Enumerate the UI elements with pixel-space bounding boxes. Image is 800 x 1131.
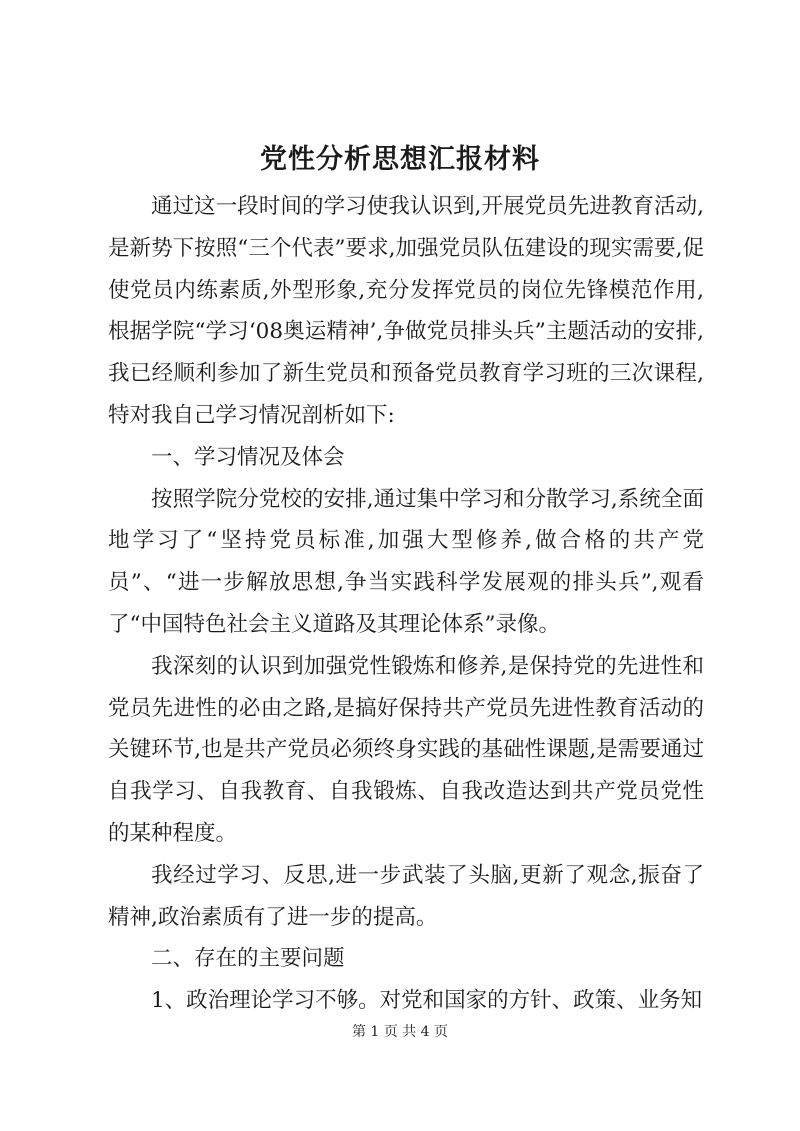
paragraph-intro: 通过这一段时间的学习使我认识到,开展党员先进教育活动,是新势下按照“三个代表”要求,加强党员队伍建设的现实需要,促使党员内练素质,外型形象,充分发挥党员的岗位先锋模范作用,根据学院“学习‘08奥运精神’,争做党员排头兵”主题活动的安排,我已经顺利参加了新生党员和预备党员教育学习班的三次课程,特对我自己学习情况剖析如下:	[108, 194, 704, 428]
section-heading-1: 一、学习情况及体会	[151, 444, 345, 470]
document-body	[108, 186, 704, 1022]
paragraph-recognition: 我深刻的认识到加强党性锻炼和修养,是保持党的先进性和党员先进性的必由之路,是搞好保持共产党员先进性教育活动的关键环节,也是共产党员必须终身实践的基础性课题,是需要通过自我学习、自我教育、自我锻炼、自我改造达到共产党员党性的某种程度。	[108, 653, 704, 846]
section-heading-2: 二、存在的主要问题	[151, 946, 345, 972]
paragraph-study: 按照学院分党校的安排,通过集中学习和分散学习,系统全面地学习了“坚持党员标准,加强大型修养,做合格的共产党员”、“进一步解放思想,争当实践科学发展观的排头兵”,观看了“中国特色社会主义道路及其理论体系”录像。	[108, 486, 704, 637]
document-title: 党性分析思想汇报材料	[260, 144, 540, 175]
paragraph-problem-1: 1、政治理论学习不够。对党和国家的方针、政策、业务知	[151, 988, 703, 1014]
paragraph-reflection: 我经过学习、反思,进一步武装了头脑,更新了观念,振奋了精神,政治素质有了进一步的提高。	[108, 862, 704, 930]
page-footer: 第 1 页 共 4 页	[351, 1024, 449, 1040]
